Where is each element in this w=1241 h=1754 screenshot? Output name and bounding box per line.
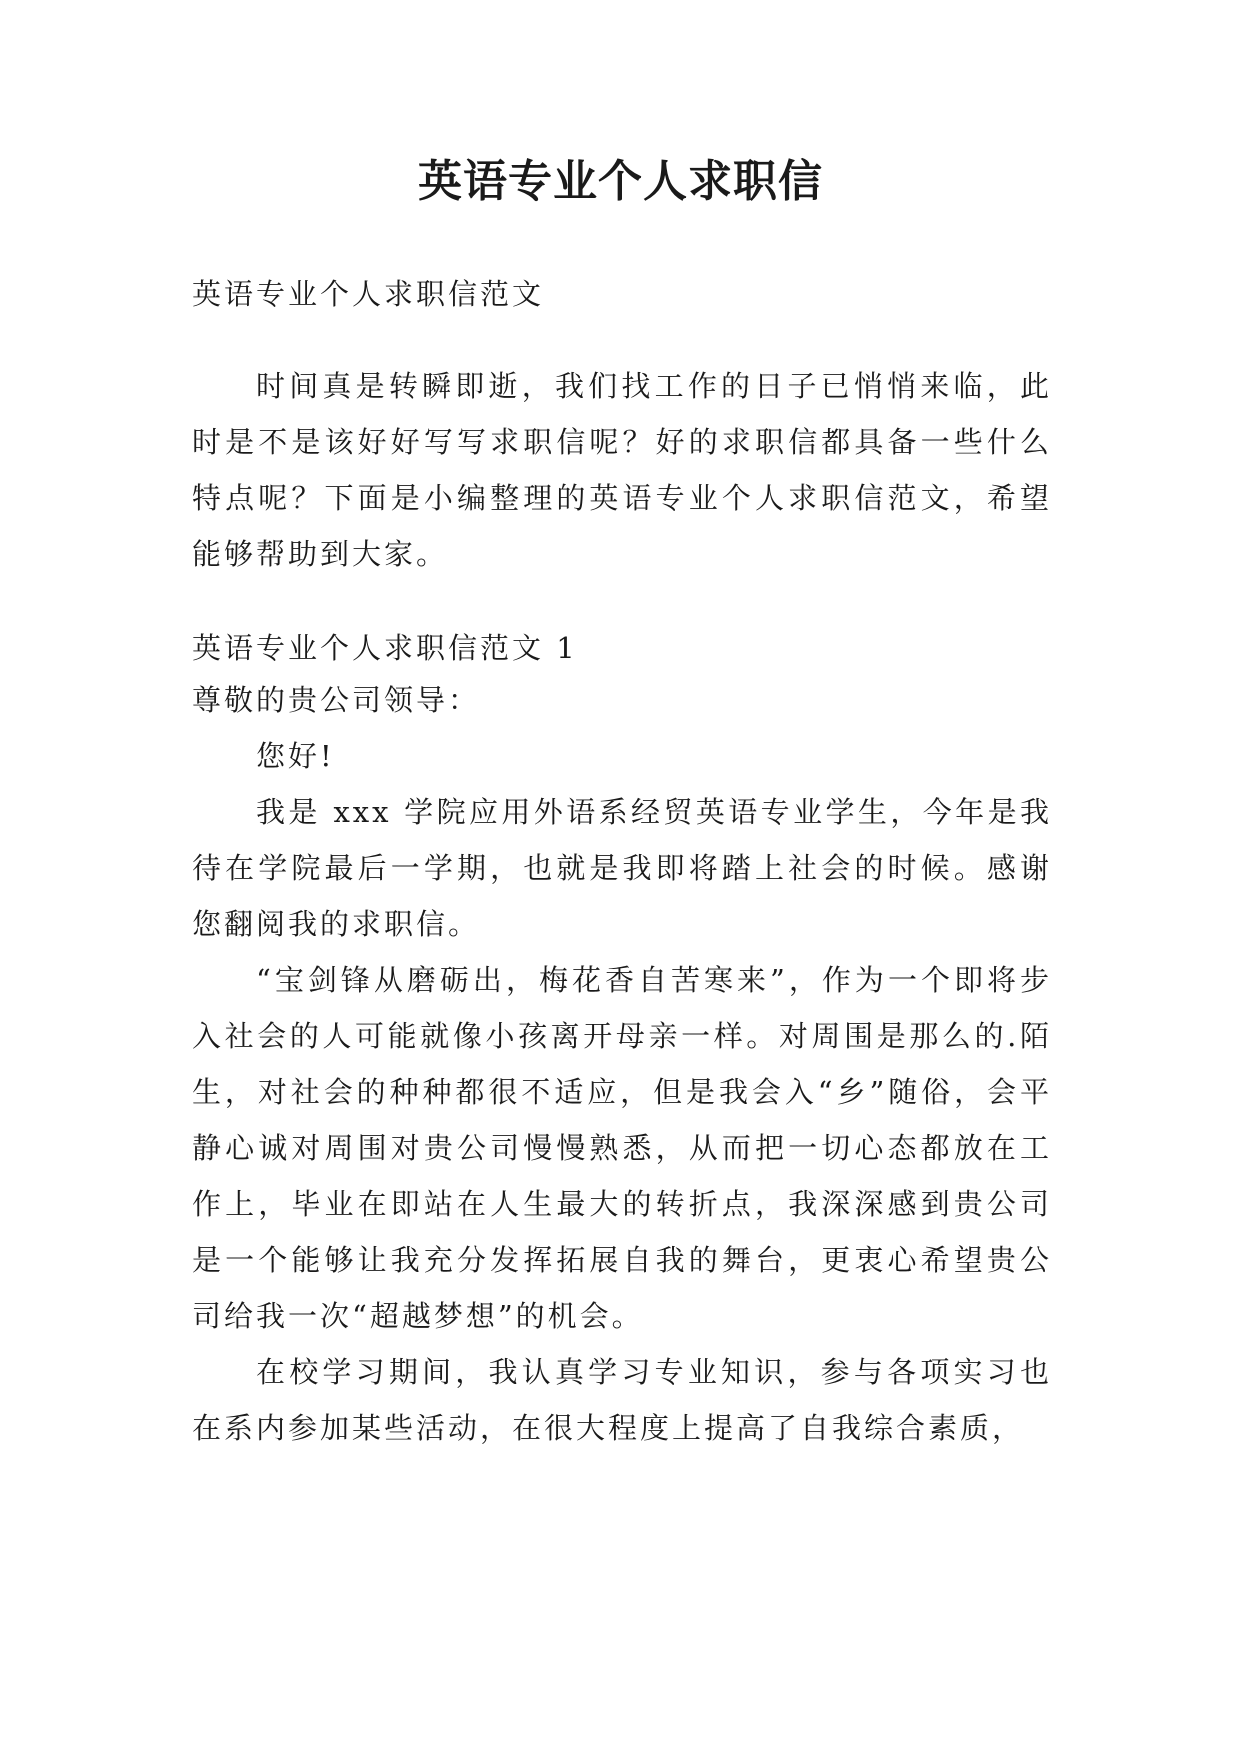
subtitle-text: 英语专业个人求职信范文 [192, 277, 545, 311]
letter-body [192, 620, 1052, 1456]
letter-paragraph-3: 在校学习期间，我认真学习专业知识，参与各项实习也在系内参加某些活动，在很大程度上提高了自我综合素质， [192, 1355, 1052, 1445]
letter-paragraph-2: “宝剑锋从磨砺出，梅花香自苦寒来”，作为一个即将步入社会的人可能就像小孩离开母亲一样。对周围是那么的.陌生，对社会的种种都很不适应，但是我会入“乡”随俗，会平静心诚对周围对贵公司慢慢熟悉，从而把一切心态都放在工作上，毕业在即站在人生最大的转折点，我深深感到贵公司是一个能够让我充分发挥拓展自我的舞台，更衷心希望贵公司给我一次“超越梦想”的机会。 [192, 963, 1052, 1333]
intro-paragraph [192, 358, 1052, 582]
letter-paragraph-1: 我是 xxx 学院应用外语系经贸英语专业学生，今年是我待在学院最后一学期，也就是我即将踏上社会的时候。感谢您翻阅我的求职信。 [192, 795, 1052, 941]
document-subtitle [192, 266, 1052, 322]
intro-text: 时间真是转瞬即逝，我们找工作的日子已悄悄来临，此时是不是该好好写写求职信呢？好的求职信都具备一些什么特点呢？下面是小编整理的英语专业个人求职信范文，希望能够帮助到大家。 [192, 369, 1052, 571]
salutation: 尊敬的贵公司领导： [192, 683, 481, 717]
greeting: 您好! [256, 739, 335, 773]
document-title: 英语专业个人求职信 [418, 156, 823, 207]
section-heading: 英语专业个人求职信范文 1 [192, 631, 578, 665]
